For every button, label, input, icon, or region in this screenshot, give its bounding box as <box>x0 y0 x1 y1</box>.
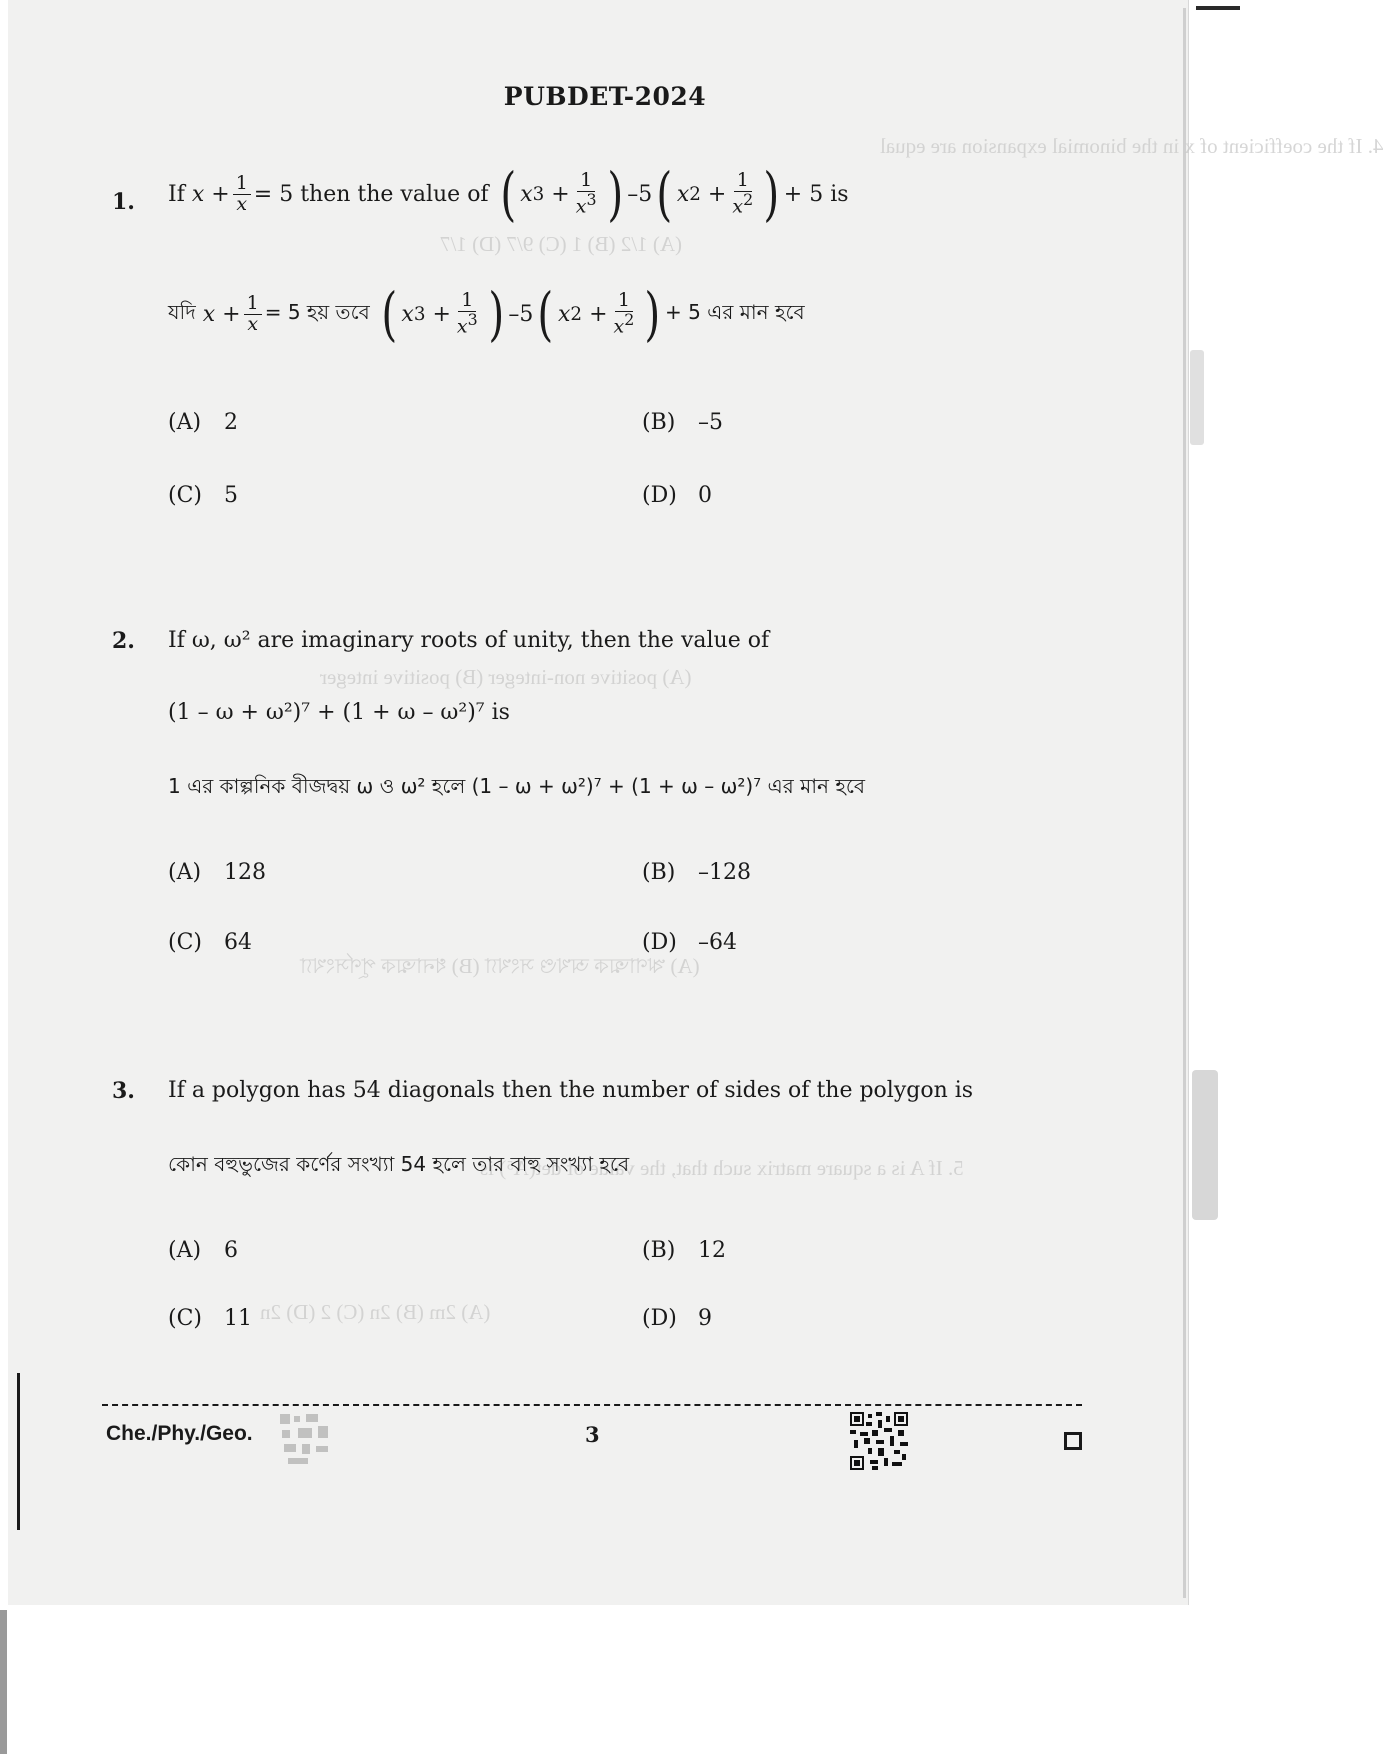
scanner-bar <box>0 1610 7 1754</box>
page-number: 3 <box>585 1422 600 1447</box>
question-text: If <box>168 181 185 207</box>
math-expression: ( x 3 + $\frac{1}{x^3}$ ) –5 ( x 2 + $\frac{1}{x^2}$ ) <box>381 280 661 348</box>
math-expression: x + $\frac{1}{x}$ <box>192 174 254 215</box>
question-text-en: (1 – ω + ω²)⁷ + (1 + ω – ω²)⁷ is <box>168 700 510 725</box>
option-label: (C) <box>168 483 202 508</box>
option-a <box>168 410 238 435</box>
option-label: (D) <box>642 483 677 508</box>
subject-code: Che./Phy./Geo. <box>106 1422 253 1445</box>
option-value: 128 <box>224 860 266 885</box>
bleed-through-text: (A) positive non-integer (B) positive integer <box>320 665 692 689</box>
question-text-en: If a polygon has 54 diagonals then the number of sides of the polygon is <box>168 1078 974 1103</box>
option-label: (A) <box>168 410 202 435</box>
bleed-through-text: (A) ঋণাত্মক অখণ্ড সংখ্যা (B) ধনাত্মক পূর্ণসংখ্যা <box>300 954 700 978</box>
binder-clip-shadow <box>1190 350 1204 445</box>
option-value: –5 <box>698 410 723 435</box>
option-value: –64 <box>698 930 737 955</box>
option-b <box>642 410 723 435</box>
question-number: 1. <box>112 189 135 215</box>
bleed-through-text: (A) 2m (B) 2n (C) 2 (D) 2n <box>260 1300 491 1324</box>
question-text-en <box>168 160 849 228</box>
option-a <box>168 860 266 885</box>
option-label: (A) <box>168 1238 202 1263</box>
end-marker-icon <box>1064 1432 1082 1450</box>
option-label: (A) <box>168 860 202 885</box>
option-label: (B) <box>642 1238 676 1263</box>
question-text-bn: 1 এর কাল্পনিক বীজদ্বয় ω ও ω² হলে (1 – ω + ω²)⁷ + (1 + ω – ω²)⁷ এর মান হবে <box>168 774 865 798</box>
option-label: (C) <box>168 1306 202 1331</box>
question-text: যদি <box>168 299 196 324</box>
question-text: + 5 এর মান হবে <box>664 299 805 324</box>
question-number: 2. <box>112 628 135 654</box>
option-b <box>642 860 751 885</box>
exam-title: PUBDET-2024 <box>503 82 707 111</box>
qr-code <box>850 1412 908 1470</box>
option-value: 64 <box>224 930 252 955</box>
paper-edge <box>1183 8 1186 1598</box>
option-d <box>642 483 712 508</box>
bleed-through-text: 5. If A is a square matrix such that, the value of det(A⁵) is <box>480 1156 964 1180</box>
scan-margin-mark <box>17 1373 20 1530</box>
scan-edge-mark <box>1196 6 1240 10</box>
option-a <box>168 1238 238 1263</box>
option-label: (B) <box>642 860 676 885</box>
option-d <box>642 930 737 955</box>
option-label: (B) <box>642 410 676 435</box>
option-value: 5 <box>224 483 238 508</box>
binder-clip-shadow <box>1192 1070 1218 1220</box>
question-number: 3. <box>112 1078 135 1104</box>
bleed-through-text: 4. If the coefficient of x in the binomial expansion are equal <box>880 134 1383 158</box>
option-value: 12 <box>698 1238 726 1263</box>
faint-stamp <box>278 1412 336 1468</box>
option-label: (C) <box>168 930 202 955</box>
option-d <box>642 1306 712 1331</box>
option-value: 9 <box>698 1306 712 1331</box>
option-c <box>168 483 238 508</box>
bleed-through-text: (A) 1/2 (B) 1 (C) 9/7 (D) 1/7 <box>440 232 683 256</box>
option-c <box>168 930 252 955</box>
question-text: = 5 হয় তবে <box>264 299 370 324</box>
option-value: –128 <box>698 860 751 885</box>
option-c <box>168 1306 252 1331</box>
question-text-en: If ω, ω² are imaginary roots of unity, then the value of <box>168 628 770 653</box>
math-expression: x + $\frac{1}{x}$ <box>203 294 265 335</box>
option-b <box>642 1238 726 1263</box>
option-label: (D) <box>642 930 677 955</box>
option-value: 0 <box>698 483 712 508</box>
question-text: + 5 is <box>783 181 849 207</box>
option-value: 6 <box>224 1238 238 1263</box>
question-text-bn: কোন বহুভুজের কর্ণের সংখ্যা 54 হলে তার বাহু সংখ্যা হবে <box>168 1152 630 1176</box>
footer-divider <box>102 1404 1082 1406</box>
math-expression: ( x 3 + $\frac{1}{x^3}$ ) –5 ( x 2 + $\frac{1}{x^2}$ ) <box>499 160 780 228</box>
question-text: = 5 then the value of <box>253 181 489 207</box>
question-text-bn <box>168 280 805 348</box>
option-value: 11 <box>224 1306 252 1331</box>
option-value: 2 <box>224 410 238 435</box>
option-label: (D) <box>642 1306 677 1331</box>
